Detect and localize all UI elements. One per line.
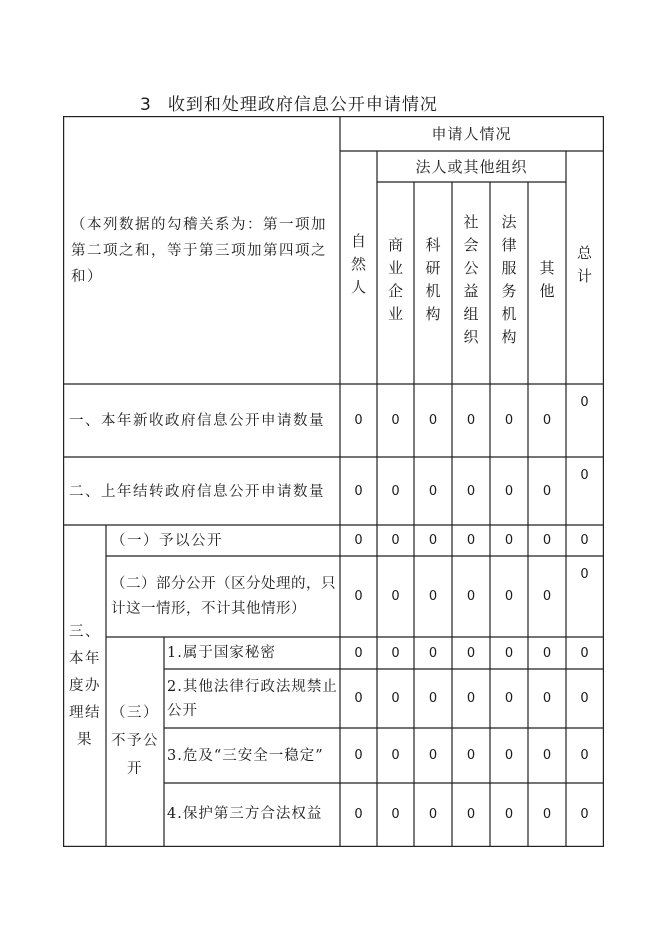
header-other: 其他 (537, 260, 556, 306)
value-r2-col2: 0 (391, 483, 400, 499)
value-r3-3-3-col4: 0 (466, 748, 476, 763)
header-commercial: 商业企业 (386, 237, 404, 329)
value-r3-3-4-col5: 0 (504, 807, 514, 822)
value-r3-1-col3: 0 (428, 533, 438, 548)
value-r3-3-3-col3: 0 (428, 748, 438, 763)
row-label-prohibited-by-law: 2.其他法律行政法规禁止公开 (167, 678, 338, 719)
row-label-disclosed: （一）予以公开 (111, 533, 223, 549)
value-r3-3-2-col5: 0 (504, 691, 514, 706)
value-r3-3-3-col7: 0 (580, 748, 589, 763)
value-r3-3-4-col6: 0 (542, 807, 552, 822)
value-r3-3-2-col3: 0 (428, 691, 438, 706)
header-legal-service: 法律服务机构 (499, 214, 518, 352)
value-r3-3-1-col6: 0 (542, 645, 552, 661)
value-r1-col3: 0 (428, 413, 438, 428)
value-r2-col1: 0 (354, 483, 363, 499)
value-r1-col1: 0 (354, 413, 363, 428)
header-total: 总计 (575, 244, 593, 291)
header-research: 科研机构 (423, 237, 442, 329)
value-r3-1-col6: 0 (542, 533, 552, 548)
value-r3-2-col3: 0 (428, 589, 438, 604)
value-r3-3-2-col6: 0 (542, 691, 552, 706)
value-r3-2-col7: 0 (580, 566, 589, 582)
value-r3-3-2-col2: 0 (391, 691, 400, 706)
row-label-partially-disclosed: （二）部分公开（区分处理的，只计这一情形，不计其他情形） (111, 576, 336, 617)
value-r3-3-2-col4: 0 (466, 691, 476, 706)
value-r3-3-3-col6: 0 (542, 748, 552, 763)
value-r3-3-1-col2: 0 (391, 645, 400, 661)
value-r3-3-1-col5: 0 (504, 645, 514, 661)
value-r3-3-4-col7: 0 (580, 807, 589, 822)
value-r1-col4: 0 (466, 413, 476, 428)
row-label-not-disclosed-group: （三）不予公开 (111, 705, 159, 777)
value-r3-1-col4: 0 (466, 533, 476, 548)
value-r3-1-col7: 0 (580, 533, 589, 548)
value-r1-col5: 0 (504, 413, 514, 428)
value-r3-3-4-col1: 0 (354, 807, 363, 822)
value-r3-2-col1: 0 (354, 589, 363, 604)
value-r3-2-col4: 0 (466, 589, 476, 604)
header-applicant: 申请人情况 (431, 125, 512, 143)
value-r3-3-1-col7: 0 (580, 645, 589, 661)
section-number: 3 (140, 95, 152, 115)
row-label-new-requests: 一、本年新收政府信息公开申请数量 (69, 413, 325, 429)
value-r3-2-col6: 0 (542, 589, 552, 604)
value-r3-3-1-col3: 0 (428, 645, 438, 661)
header-note: （本列数据的勾稽关系为：第一项加第二项之和，等于第三项加第四项之和） (71, 217, 327, 285)
row-label-three-safety: 3.危及“三安全一稳定” (167, 747, 324, 764)
section-title-text: 收到和处理政府信息公开申请情况 (167, 95, 438, 115)
value-r3-1-col1: 0 (354, 533, 363, 548)
value-r3-3-1-col1: 0 (354, 645, 363, 661)
row-label-third-party: 4.保护第三方合法权益 (167, 806, 323, 822)
value-r3-3-3-col5: 0 (504, 748, 514, 763)
value-r3-3-3-col1: 0 (354, 748, 363, 763)
value-r3-1-col2: 0 (391, 533, 400, 548)
value-r3-1-col5: 0 (504, 533, 514, 548)
header-social-welfare: 社会公益组织 (461, 214, 480, 352)
value-r3-3-2-col7: 0 (580, 691, 589, 706)
header-natural-person: 自然人 (349, 233, 367, 302)
value-r3-3-2-col1: 0 (354, 691, 363, 706)
value-r2-col3: 0 (428, 483, 438, 499)
statistics-table (63, 116, 604, 847)
value-r3-2-col2: 0 (391, 589, 400, 604)
value-r3-3-4-col4: 0 (466, 807, 476, 822)
value-r2-col6: 0 (542, 483, 552, 499)
value-r3-3-4-col2: 0 (391, 807, 400, 822)
row-label-results-group: 三、本年度办理结果 (69, 623, 101, 748)
value-r1-col2: 0 (391, 413, 400, 428)
header-legal-group: 法人或其他组织 (415, 158, 528, 176)
row-label-state-secret: 1.属于国家秘密 (167, 645, 276, 661)
value-r3-3-3-col2: 0 (391, 748, 400, 763)
value-r1-col6: 0 (542, 413, 552, 428)
value-r3-3-4-col3: 0 (428, 807, 438, 822)
value-r2-col5: 0 (504, 483, 514, 499)
value-r2-col4: 0 (466, 483, 476, 499)
value-r3-3-1-col4: 0 (466, 645, 476, 661)
value-r1-col7: 0 (580, 394, 589, 410)
row-label-carried-over: 二、上年结转政府信息公开申请数量 (69, 484, 325, 500)
value-r3-2-col5: 0 (504, 589, 514, 604)
value-r2-col7: 0 (580, 467, 589, 483)
section-title (140, 90, 438, 115)
